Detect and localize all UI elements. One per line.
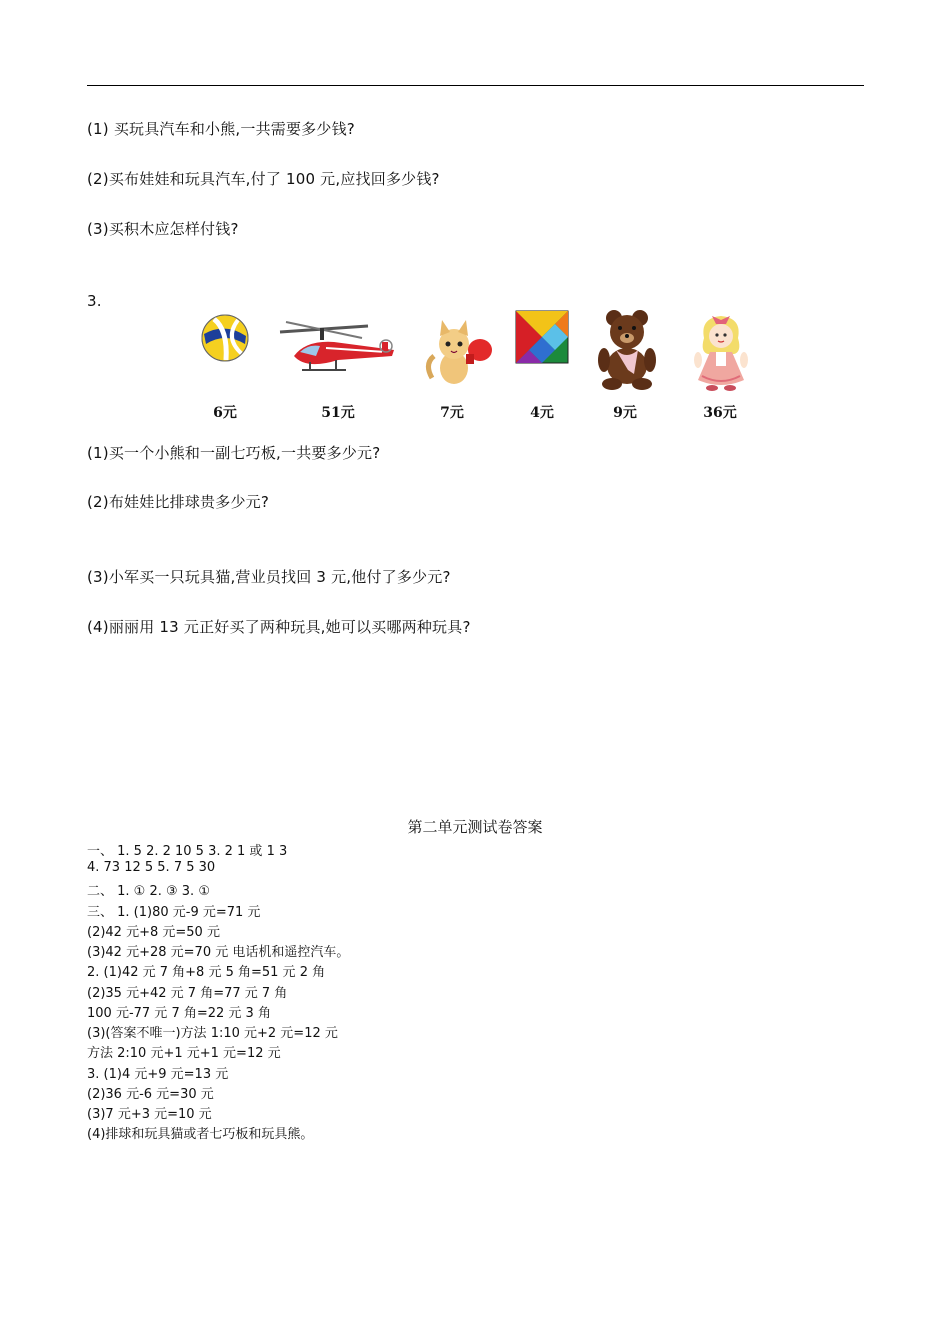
question-2-2: (2)买布娃娃和玩具汽车,付了 100 元,应找回多少钱? xyxy=(87,170,440,188)
answer-line: (2)35 元+42 元 7 角=77 元 7 角 xyxy=(87,986,288,1001)
teddy-bear-icon xyxy=(594,308,660,390)
question-3-3: (3)小军买一只玩具猫,营业员找回 3 元,他付了多少元? xyxy=(87,568,451,586)
answer-line: 一、 1. 5 2. 2 10 5 3. 2 1 或 1 3 xyxy=(87,844,288,859)
answer-line: (3)7 元+3 元=10 元 xyxy=(87,1107,212,1122)
answer-line: 4. 73 12 5 5. 7 5 30 xyxy=(87,860,216,875)
toy-cat-icon xyxy=(424,308,494,388)
answer-line: (4)排球和玩具猫或者七巧板和玩具熊。 xyxy=(87,1127,314,1142)
question-3-1: (1)买一个小熊和一副七巧板,一共要多少元? xyxy=(87,444,381,462)
helicopter-icon xyxy=(276,308,401,388)
answer-line: (3)(答案不唯一)方法 1:10 元+2 元=12 元 xyxy=(87,1026,338,1041)
toy-price-volleyball: 6元 xyxy=(213,405,237,421)
answer-title: 第二单元测试卷答案 xyxy=(407,818,543,836)
tangram-icon xyxy=(515,308,569,364)
answer-line: 三、 1. (1)80 元-9 元=71 元 xyxy=(87,905,261,920)
question-3-2: (2)布娃娃比排球贵多少元? xyxy=(87,493,270,511)
header-rule xyxy=(87,85,864,86)
question-3-4: (4)丽丽用 13 元正好买了两种玩具,她可以买哪两种玩具? xyxy=(87,618,471,636)
toy-price-doll: 36元 xyxy=(703,405,737,421)
toy-price-row xyxy=(190,308,770,426)
question-2-1: (1) 买玩具汽车和小熊,一共需要多少钱? xyxy=(87,120,355,138)
toy-price-tangram: 4元 xyxy=(530,405,554,421)
answer-line: (2)42 元+8 元=50 元 xyxy=(87,925,220,940)
answer-line: (2)36 元-6 元=30 元 xyxy=(87,1087,214,1102)
answer-line: (3)42 元+28 元=70 元 电话机和遥控汽车。 xyxy=(87,945,350,960)
answer-line: 二、 1. ① 2. ③ 3. ① xyxy=(87,884,210,899)
doll-icon xyxy=(690,308,752,392)
answer-line: 3. (1)4 元+9 元=13 元 xyxy=(87,1067,229,1082)
answer-line: 方法 2:10 元+1 元+1 元=12 元 xyxy=(87,1046,281,1061)
section-3-label: 3. xyxy=(87,292,102,310)
question-2-3: (3)买积木应怎样付钱? xyxy=(87,220,239,238)
toy-price-teddy-bear: 9元 xyxy=(613,405,637,421)
toy-price-helicopter: 51元 xyxy=(321,405,355,421)
answer-line: 2. (1)42 元 7 角+8 元 5 角=51 元 2 角 xyxy=(87,965,326,980)
toy-price-cat: 7元 xyxy=(440,405,464,421)
answer-line: 100 元-77 元 7 角=22 元 3 角 xyxy=(87,1006,271,1021)
volleyball-icon xyxy=(198,308,252,362)
